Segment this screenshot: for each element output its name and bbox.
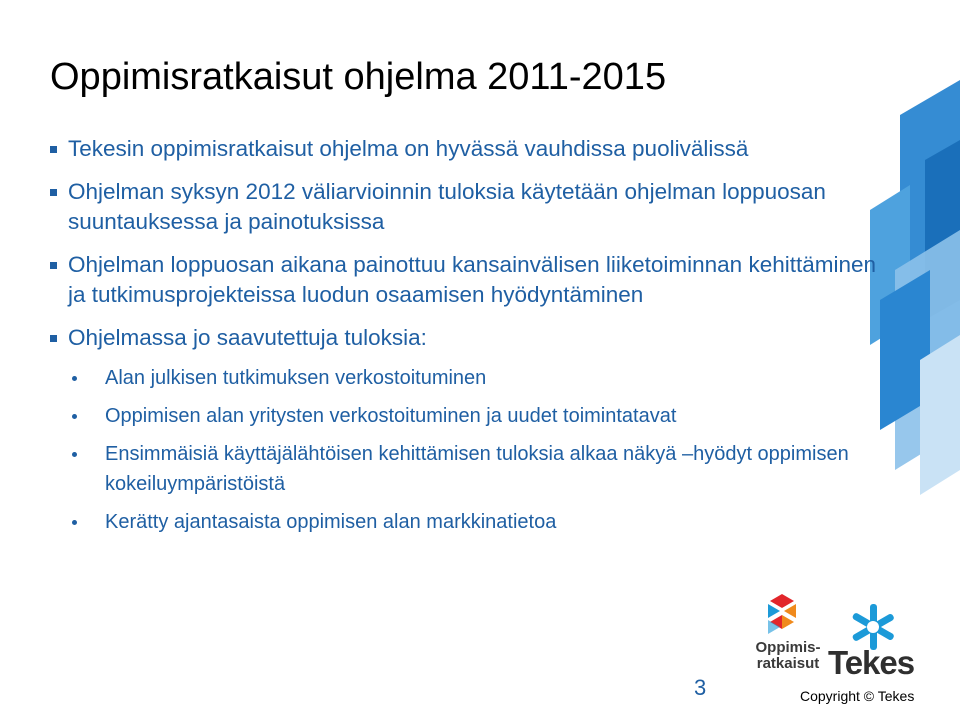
bullet-item xyxy=(50,177,890,237)
dot-bullet-icon xyxy=(72,452,77,457)
sub-bullet-item xyxy=(50,439,890,499)
sub-bullet-text: Kerätty ajantasaista oppimisen alan markkinatietoa xyxy=(105,511,557,533)
bullet-text: Ohjelmassa jo saavutettuja tuloksia: xyxy=(68,325,427,350)
sub-bullet-item xyxy=(50,363,890,393)
square-bullet-icon xyxy=(50,189,57,196)
bullet-item xyxy=(50,323,890,353)
bullet-item xyxy=(50,134,890,164)
bullet-text: Ohjelman loppuosan aikana painottuu kansainvälisen liiketoiminnan kehittäminen ja tutkimusprojekteissa luodun osaamisen hyödyntäminen xyxy=(68,252,877,307)
oppimisratkaisut-logo-icon xyxy=(760,592,804,638)
sub-bullet-text: Alan julkisen tutkimuksen verkostoituminen xyxy=(105,367,487,389)
bullet-text: Tekesin oppimisratkaisut ohjelma on hyvässä vauhdissa puolivälissä xyxy=(68,136,749,161)
slide-title: Oppimisratkaisut ohjelma 2011-2015 xyxy=(50,56,667,98)
sub-bullet-item xyxy=(50,507,890,537)
bullet-item xyxy=(50,250,890,310)
bullet-text: Ohjelman syksyn 2012 väliarvioinnin tuloksia käytetään ohjelman loppuosan suuntauksessa ja painotuksissa xyxy=(68,179,826,234)
sub-bullet-text: Oppimisen alan yritysten verkostoituminen ja uudet toimintatavat xyxy=(105,405,677,427)
dot-bullet-icon xyxy=(72,414,77,419)
tekes-logo-text: Tekes xyxy=(828,644,915,681)
square-bullet-icon xyxy=(50,146,57,153)
bullet-list xyxy=(50,134,890,545)
square-bullet-icon xyxy=(50,262,57,269)
page-number: 3 xyxy=(694,675,707,700)
copyright-text: Copyright © Tekes xyxy=(800,688,915,704)
square-bullet-icon xyxy=(50,335,57,342)
dot-bullet-icon xyxy=(72,376,77,381)
oppimisratkaisut-logo-text: Oppimis- ratkaisut xyxy=(755,639,821,672)
sub-bullet-text: Ensimmäisiä käyttäjälähtöisen kehittämisen tuloksia alkaa näkyä –hyödyt oppimisen kokeiluympäristöistä xyxy=(105,443,849,495)
sub-bullet-item xyxy=(50,401,890,431)
dot-bullet-icon xyxy=(72,520,77,525)
